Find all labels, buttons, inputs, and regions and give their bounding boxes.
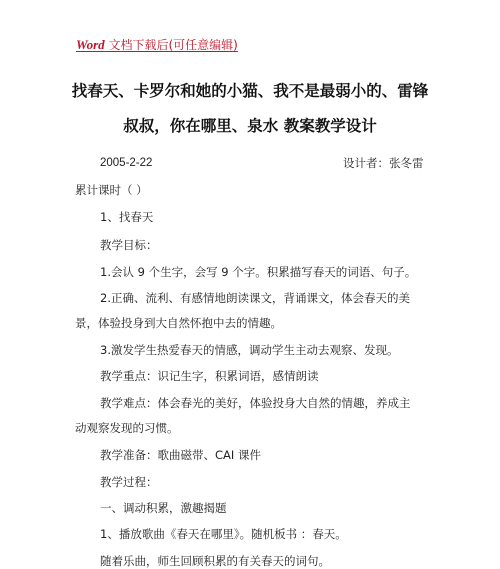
lesson-hours: 累计课时（ ）: [75, 183, 148, 197]
step-1-item-1: 1、播放歌曲《春天在哪里》。随机板书 ：春天。: [100, 527, 347, 541]
download-banner-link[interactable]: [76, 36, 238, 53]
key-points: 教学重点：识记生字，积累词语，感情朗读: [100, 369, 319, 383]
goal-2-line-2: 景，体验投身到大自然怀抱中去的情趣。: [75, 316, 282, 330]
document-designer: 设计者：张冬雷: [343, 156, 424, 170]
teaching-preparation: 教学准备：歌曲磁带、CAI 课件: [100, 448, 261, 462]
lesson-title: 1、找春天: [100, 210, 154, 224]
banner-note-text: 文档下载后(可任意编辑): [104, 38, 238, 52]
goal-3: 3.激发学生热爱春天的情感，调动学生主动去观察、发现。: [100, 343, 399, 357]
goals-heading: 教学目标：: [100, 238, 158, 252]
document-date: 2005-2-22: [100, 157, 153, 169]
step-1-heading: 一、调动积累，激趣揭题: [100, 501, 227, 515]
difficulty-line-2: 动观察发现的习惯。: [75, 421, 179, 435]
goal-2-line-1: 2.正确、流利、有感情地朗读课文，背诵课文，体会春天的美: [100, 291, 410, 305]
teaching-process-heading: 教学过程：: [100, 475, 158, 489]
banner-word-text: Word: [76, 37, 105, 52]
step-1-item-2: 随着乐曲，师生回顾积累的有关春天的词句。: [100, 554, 330, 568]
document-title-line-1: 找春天、卡罗尔和她的小猫、我不是最弱小的、雷锋: [71, 82, 429, 100]
goal-1: 1.会认 9 个生字，会写 9 个字。积累描写春天的词语、句子。: [100, 265, 417, 279]
document-title-line-2: 叔叔，你在哪里、泉水 教案教学设计: [123, 117, 377, 135]
difficulty-line-1: 教学难点：体会春光的美好，体验投身大自然的情趣，养成主: [100, 396, 411, 410]
